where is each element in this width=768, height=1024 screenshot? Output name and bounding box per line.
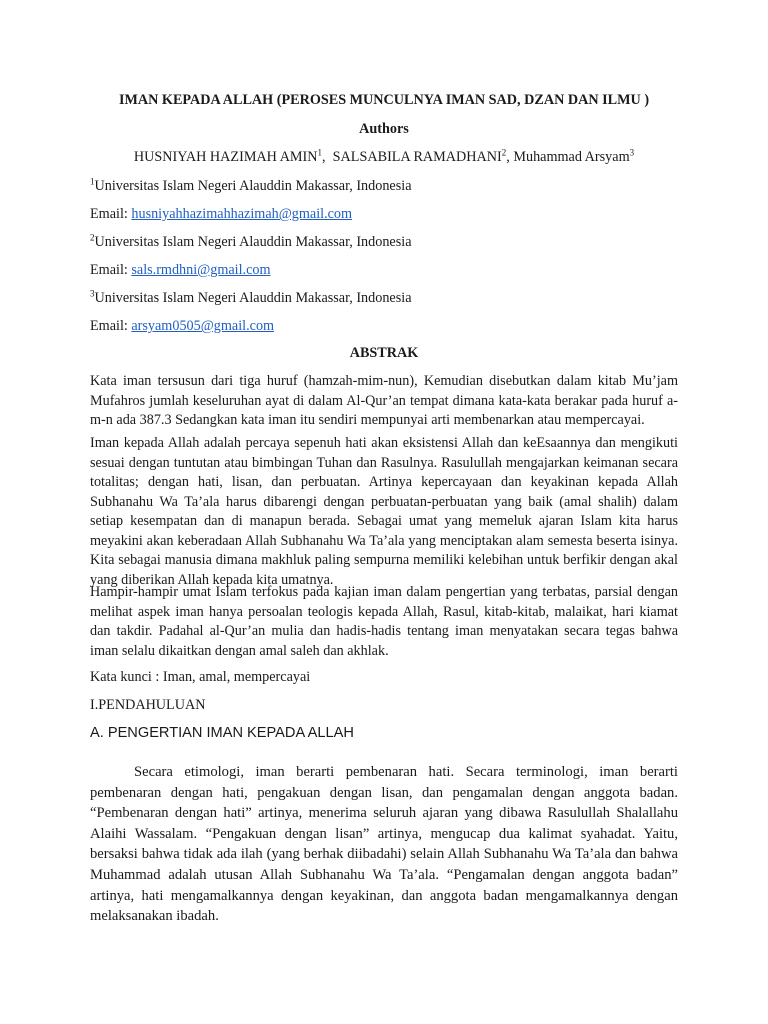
- author-name: HUSNIYAH HAZIMAH AMIN: [133, 149, 318, 165]
- affiliation-mark: 1: [90, 176, 95, 187]
- authors-heading: Authors: [359, 121, 409, 137]
- email-label: Email:: [90, 262, 132, 278]
- author-name: SALSABILA RAMADHANI: [332, 149, 502, 165]
- affiliation-mark: 2: [90, 232, 95, 243]
- affiliation-line: [90, 234, 412, 251]
- affiliation-email-line: [90, 262, 271, 279]
- email-label: Email:: [90, 206, 132, 222]
- abstract-paragraph: Kata iman tersusun dari tiga huruf (hamzah-mim-nun), Kemudian disebutkan dalam kitab Mu’jam Mufahros jumlah keseluruhan ayat di dalam Al-Qur’an tempat dimana kata-kata berakar pada huruf a-m-n ada 387.3 Sedangkan kata iman itu sendiri mempunyai arti membenarkan atau mempercayai.: [90, 373, 678, 428]
- author-mark: 2: [501, 147, 507, 158]
- section-heading: I.PENDAHULUAN: [90, 697, 206, 713]
- body-paragraph: Secara etimologi, iman berarti pembenaran hati. Secara terminologi, iman berarti pembenaran dengan hati, pengakuan dengan lisan, dan pengamalan dengan anggota badan. “Pembenaran dengan hati” artinya, menerima seluruh ajaran yang dibawa Rasulullah Shalallahu Alaihi Wassalam. “Pengakuan dengan lisan” artinya, mengucap dua kalimat syahadat. Yaitu, bersaksi bahwa tidak ada ilah (yang berhak diibadahi) selain Allah Subhanahu Wa Ta’ala dan bahwa Muhammad adalah utusan Allah Subhanahu Wa Ta’ala. “Pengamalan dengan anggota badan” artinya, hati mengamalkannya dengan keyakinan, dan anggota badan mengamalkannya dengan melaksanakan ibadah.: [90, 764, 678, 925]
- affiliation-email-line: [90, 206, 352, 223]
- abstract-paragraph: Hampir-hampir umat Islam terfokus pada kajian iman dalam pengertian yang terbatas, parsial dengan melihat aspek iman hanya persoalan teologis kepada Allah, Rasul, kitab-kitab, malaikat, hari kiamat dan takdir. Padahal al-Qur’an mulia dan hadis-hadis tentang iman menyatakan secara tegas bahwa iman selalu dikaitkan dengan amal saleh dan akhlak.: [90, 584, 678, 659]
- email-link[interactable]: arsyam0505@gmail.com: [131, 318, 275, 334]
- affiliation-email-line: [90, 318, 274, 335]
- author-mark: 1: [317, 147, 323, 158]
- affiliation-line: [90, 178, 412, 195]
- affiliation-mark: 3: [90, 288, 95, 299]
- author-mark: 3: [629, 147, 635, 158]
- affiliation-institution: Universitas Islam Negeri Alauddin Makassar, Indonesia: [94, 290, 412, 306]
- keywords-line: Kata kunci : Iman, amal, mempercayai: [90, 669, 311, 685]
- paper-title: IMAN KEPADA ALLAH (PEROSES MUNCULNYA IMAN SAD, DZAN DAN ILMU ): [118, 92, 650, 108]
- email-label: Email:: [90, 318, 132, 334]
- affiliation-line: [90, 290, 412, 307]
- email-link[interactable]: husniyahhazimahhazimah@gmail.com: [131, 206, 353, 222]
- abstract-paragraph: Iman kepada Allah adalah percaya sepenuh hati akan eksistensi Allah dan keEsaannya dan mengikuti sesuai dengan tuntutan atau bimbingan Tuhan dan Rasulnya. Rasulullah mengajarkan keimanan secara totalitas; dengan hati, lisan, dan perbuatan. Artinya kepercayaan dan keyakinan kepada Allah Subhanahu Wa Ta’ala harus dibarengi dengan perbuatan-perbuatan yang baik (amal shalih) dalam setiap kesempatan dan di manapun berada. Sebagai umat yang memeluk ajaran Islam kita harus meyakini akan keberadaan Allah Subhanahu Wa Ta’ala yang menciptakan alam semesta beserta isinya. Kita sebagai manusia dimana makhluk paling sempurna memiliki kelebihan untuk berfikir dengan akal yang diberikan Allah kepada kita umatnya.: [90, 435, 678, 588]
- author-name: Muhammad Arsyam: [513, 149, 630, 165]
- subsection-heading: A. PENGERTIAN IMAN KEPADA ALLAH: [90, 725, 354, 741]
- author-list: HUSNIYAH HAZIMAH AMIN$^1$, SALSABILA RAMADHANI$^2$, Muhammad Arsyam$^3$: [133, 147, 635, 165]
- affiliation-institution: Universitas Islam Negeri Alauddin Makassar, Indonesia: [94, 234, 412, 250]
- affiliation-institution: Universitas Islam Negeri Alauddin Makassar, Indonesia: [94, 178, 412, 194]
- abstract-heading: ABSTRAK: [349, 345, 419, 361]
- email-link[interactable]: sals.rmdhni@gmail.com: [131, 262, 271, 278]
